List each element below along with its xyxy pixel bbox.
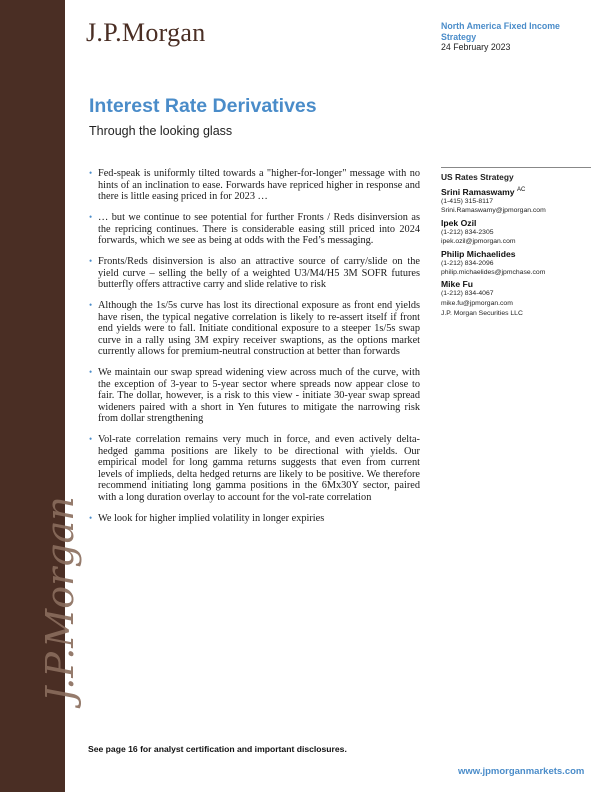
analyst-name: Ipek Ozil bbox=[441, 217, 477, 228]
analyst-phone: (1-212) 834-4067 bbox=[441, 290, 494, 298]
key-point: • Fronts/Reds disinversion is also an attractive source of carry/slide on the yield curve – selling the belly of a weighted U3/M4/H5 3M SOFR futures butterfly offers attractive carry and slide relative to risk bbox=[89, 256, 420, 290]
analyst-email[interactable]: mike.fu@jpmorgan.com bbox=[441, 299, 513, 307]
analyst-entry bbox=[441, 249, 591, 278]
disclosure-note: See page 16 for analyst certification and important disclosures. bbox=[88, 744, 347, 754]
key-point: • Although the 1s/5s curve has lost its directional exposure as front end yields have risen, the typical negative correlation is likely to re-assert itself if front end yields were to fall. Initiate conditional exposure to a steeper 1s/5s swap curve in a rally using 3M expiry receiver swaptions, as the options market currently allows for premium-neutral construction at better than forwards bbox=[89, 300, 420, 357]
analyst-entry bbox=[441, 279, 591, 308]
analyst-entry bbox=[441, 187, 591, 216]
website-link[interactable]: www.jpmorganmarkets.com bbox=[458, 766, 585, 777]
report-subtitle: Through the looking glass bbox=[89, 124, 233, 138]
firm-name: J.P. Morgan Securities LLC bbox=[441, 310, 523, 318]
analyst-email[interactable]: ipek.ozil@jpmorgan.com bbox=[441, 238, 516, 246]
brand-sidebar bbox=[0, 0, 82, 792]
key-point: • We look for higher implied volatility in longer expiries bbox=[89, 512, 325, 524]
analyst-phone: (1-212) 834-2305 bbox=[441, 228, 494, 236]
analyst-email[interactable]: Srini.Ramaswamy@jpmorgan.com bbox=[441, 207, 546, 215]
key-point: • We maintain our swap spread widening view across much of the curve, with the exception of 3-year to 5-year sector where spreads now appear close to fair. The dollar, however, is a risk to this view - initiate 30-year swap spread wideners paired with a short in Yen futures to mitigate the narrowing risk from dollar strengthening bbox=[89, 367, 420, 424]
bullet-icon: • bbox=[89, 168, 93, 178]
report-date: 24 February 2023 bbox=[441, 42, 511, 52]
department-label: North America Fixed Income Strategy bbox=[441, 21, 560, 42]
analyst-phone: (1-212) 834-2096 bbox=[441, 259, 494, 267]
bullet-icon: • bbox=[89, 212, 93, 222]
jpmorgan-logo: J.P.Morgan bbox=[86, 18, 206, 47]
report-header-info bbox=[441, 21, 591, 53]
sidebar-watermark: J.P.Morgan bbox=[38, 496, 82, 702]
key-point: • … but we continue to see potential for further Fronts / Reds disinversion as the repricing continues. There is considerable easing still priced into 2024 forwards, which we see as being at odds with the Fed’s messaging. bbox=[89, 212, 420, 246]
analyst-contacts bbox=[441, 167, 591, 317]
report-title: Interest Rate Derivatives bbox=[89, 95, 317, 117]
analyst-entry bbox=[441, 218, 591, 247]
analyst-name: Philip Michaelides bbox=[441, 248, 516, 259]
bullet-icon: • bbox=[89, 512, 93, 523]
analyst-phone: (1-415) 315-8117 bbox=[441, 198, 494, 205]
bullet-icon: • bbox=[89, 367, 93, 377]
analyst-name: Mike Fu bbox=[441, 279, 473, 290]
bullet-icon: • bbox=[89, 300, 93, 310]
key-point: • Fed-speak is uniformly tilted towards a "higher-for-longer" message with no hints of an inclination to ease. Forwards have repriced higher in response and there is little easing priced in for 2023 … bbox=[89, 168, 420, 202]
key-point: • Vol-rate correlation remains very much in force, and even actively delta-hedged gamma positions are likely to be directional with yields. Our empirical model for long gamma returns suggests that even from current levels of implieds, delta hedged returns are likely to be positive. We therefore recommend initiating long gamma positions in the 6Mx30Y sector, paired with a long duration overlay to account for the vol-rate correlation bbox=[89, 434, 420, 503]
bullet-icon: • bbox=[89, 256, 93, 266]
bullet-icon: • bbox=[89, 434, 93, 444]
key-points-list bbox=[89, 168, 420, 534]
team-name: US Rates Strategy bbox=[441, 172, 514, 182]
analyst-name: Srini Ramaswamy $^{AC}$ bbox=[441, 187, 526, 197]
analyst-certification-mark: AC bbox=[516, 187, 526, 194]
analyst-email[interactable]: philip.michaelides@jpmchase.com bbox=[441, 269, 546, 277]
